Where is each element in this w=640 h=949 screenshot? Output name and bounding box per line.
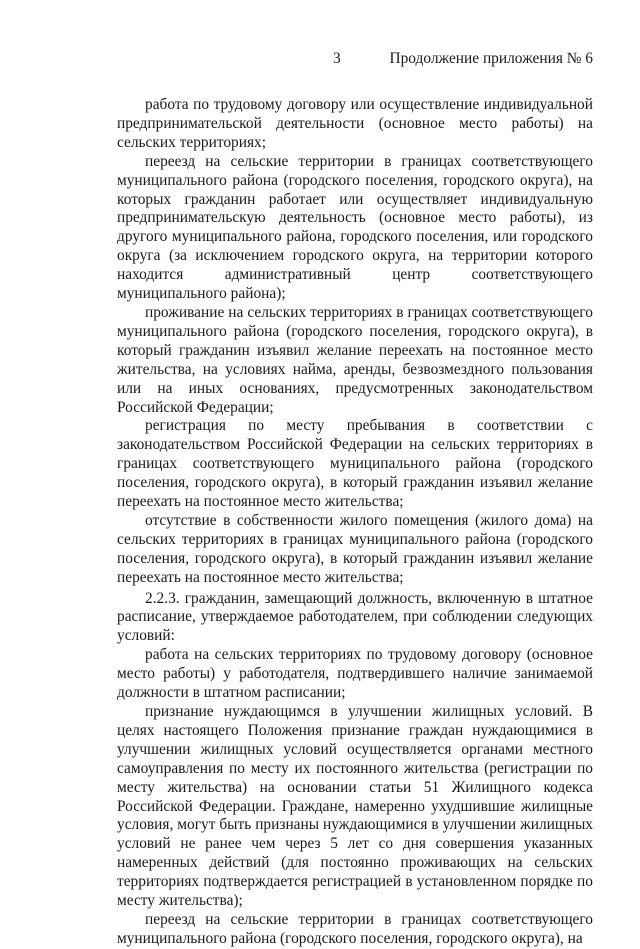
paragraph: переезд на сельские территории в границах соответствующего муниципального района (городского поселения, городского округа), на bbox=[117, 910, 593, 947]
paragraph: работа по трудовому договору или осуществление индивидуальной предпринимательской деятельности (основное место работы) на сельских территориях; bbox=[117, 96, 593, 151]
paragraph: проживание на сельских территориях в границах соответствующего муниципального района (городского поселения, городского округа), в который гражданин изъявил желание переехать на постоянное место жительства, на условиях найма, аренды, безвозмездного пользования или на иных основаниях, предусмотренных законодательством Российской Федерации; bbox=[117, 303, 593, 416]
paragraph: работа на сельских территориях по трудовому договору (основное место работы) у работодателя, подтвердившего наличие занимаемой должности в штатном расписании; bbox=[117, 646, 593, 702]
paragraph: регистрация по месту пребывания в соответствии с законодательством Российской Федерации на сельских территориях в границах соответствующего муниципального района (городского поселения, городского округа), в который гражданин изъявил желание переехать на постоянное место жительства; bbox=[117, 417, 593, 511]
document-body bbox=[117, 96, 593, 949]
paragraph-section-2-2-3: 2.2.3. гражданин, замещающий должность, включенную в штатное расписание, утверждаемое работодателем, при соблюдении следующих условий: bbox=[117, 589, 593, 645]
paragraph: переезд на сельские территории в границах соответствующего муниципального района (городского поселения, городского округа), на которых гражданин работает или осуществляет индивидуальную предпринимательскую деятельность (основное место работы), из другого муниципального района, городского поселения, или городского округа (за исключением городского округа, на территории которого находится административный центр соответствующего муниципального района); bbox=[117, 152, 593, 303]
paragraph: признание нуждающимся в улучшении жилищных условий. В целях настоящего Положения признание граждан нуждающимися в улучшении жилищных условий осуществляется органами местного самоуправления по месту их постоянного жительства (регистрации по месту жительства) на основании статьи 51 Жилищного кодекса Российской Федерации. Граждане, намеренно ухудшившие жилищные условия, могут быть признаны нуждающимися в улучшении жилищных условий не ранее чем через 5 лет со дня совершения указанных намеренных действий (для постоянно проживающих на сельских территориях подтверждается регистрацией в установленном порядке по месту жительства); bbox=[117, 703, 593, 910]
paragraph: отсутствие в собственности жилого помещения (жилого дома) на сельских территориях в границах муниципального района (городского поселения, городского округа), в который гражданин изъявил желание переехать на постоянное место жительства; bbox=[117, 511, 593, 586]
page-header bbox=[117, 50, 593, 80]
appendix-continuation-title: Продолжение приложения № 6 bbox=[389, 50, 593, 67]
page-number: 3 bbox=[333, 50, 341, 67]
